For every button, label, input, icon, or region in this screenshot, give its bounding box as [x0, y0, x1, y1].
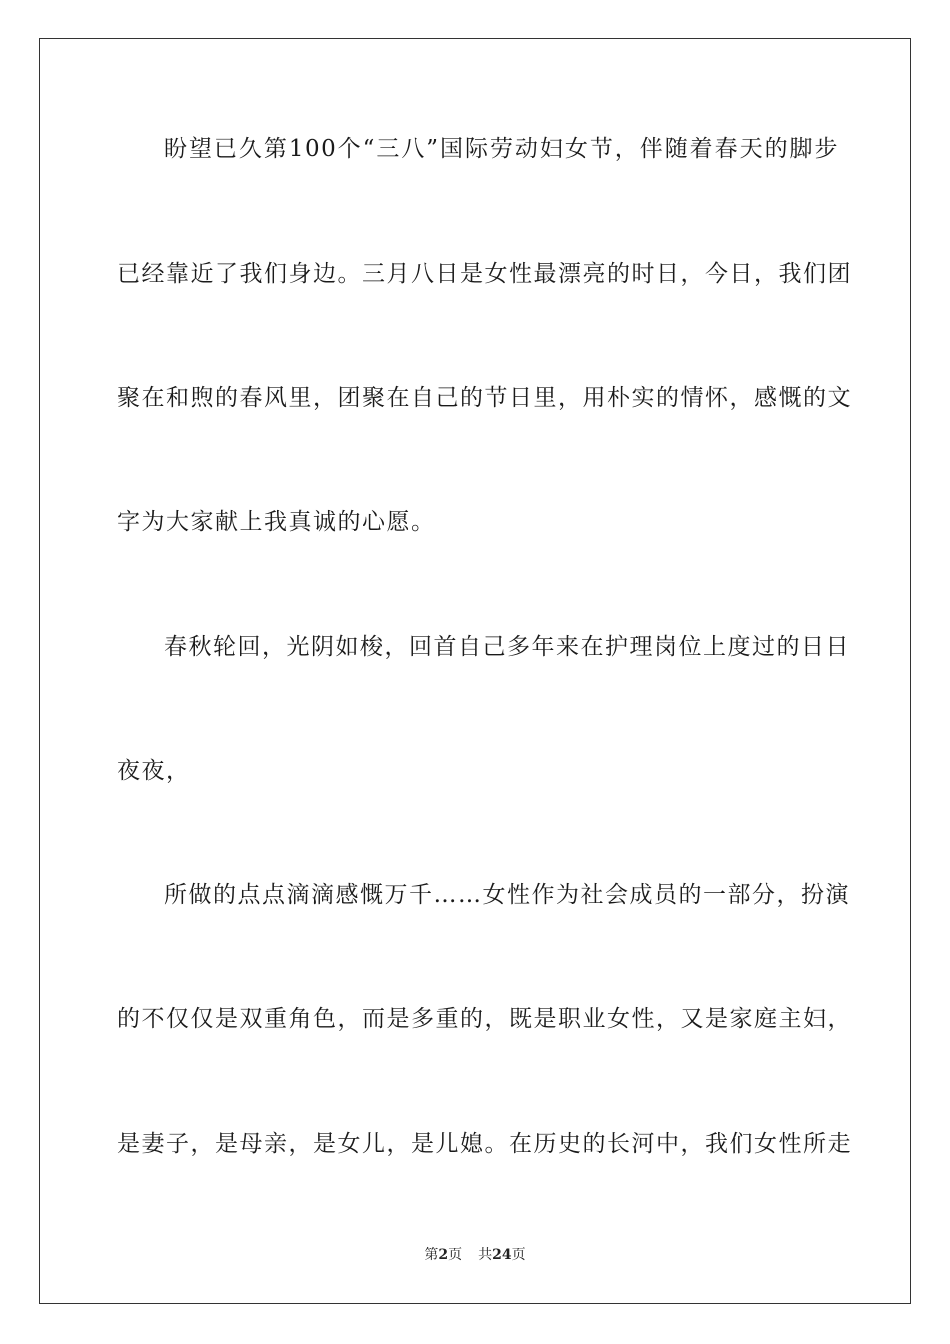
paragraph-3-line-3: 是妻子，是母亲，是女儿，是儿媳。在历史的长河中，我们女性所走	[117, 1131, 852, 1157]
paragraph-2-line-2: 夜夜，	[117, 758, 191, 784]
page-border	[39, 38, 911, 1304]
paragraph-3-line-1: 所做的点点滴滴感慨万千……女性作为社会成员的一部分，扮演	[164, 882, 850, 908]
paragraph-2-line-1: 春秋轮回，光阴如梭，回首自己多年来在护理岗位上度过的日日	[164, 634, 850, 660]
paragraph-3-line-2: 的不仅仅是双重角色，而是多重的，既是职业女性，又是家庭主妇，	[117, 1006, 852, 1032]
total-prefix: 共	[478, 1247, 493, 1263]
page-suffix: 页	[448, 1247, 463, 1263]
total-pages: 24	[492, 1247, 512, 1263]
page-number: 2	[438, 1247, 449, 1263]
paragraph-1-line-4: 字为大家献上我真诚的心愿。	[117, 509, 436, 535]
paragraph-1-line-1: 盼望已久第100个“三八”国际劳动妇女节，伴随着春天的脚步	[164, 136, 839, 162]
page-prefix: 第	[424, 1247, 439, 1263]
total-suffix: 页	[511, 1247, 526, 1263]
page-footer	[0, 1246, 950, 1264]
paragraph-1-line-3: 聚在和煦的春风里，团聚在自己的节日里，用朴实的情怀，感慨的文	[117, 385, 852, 411]
paragraph-1-line-2: 已经靠近了我们身边。三月八日是女性最漂亮的时日，今日，我们团	[117, 261, 852, 287]
